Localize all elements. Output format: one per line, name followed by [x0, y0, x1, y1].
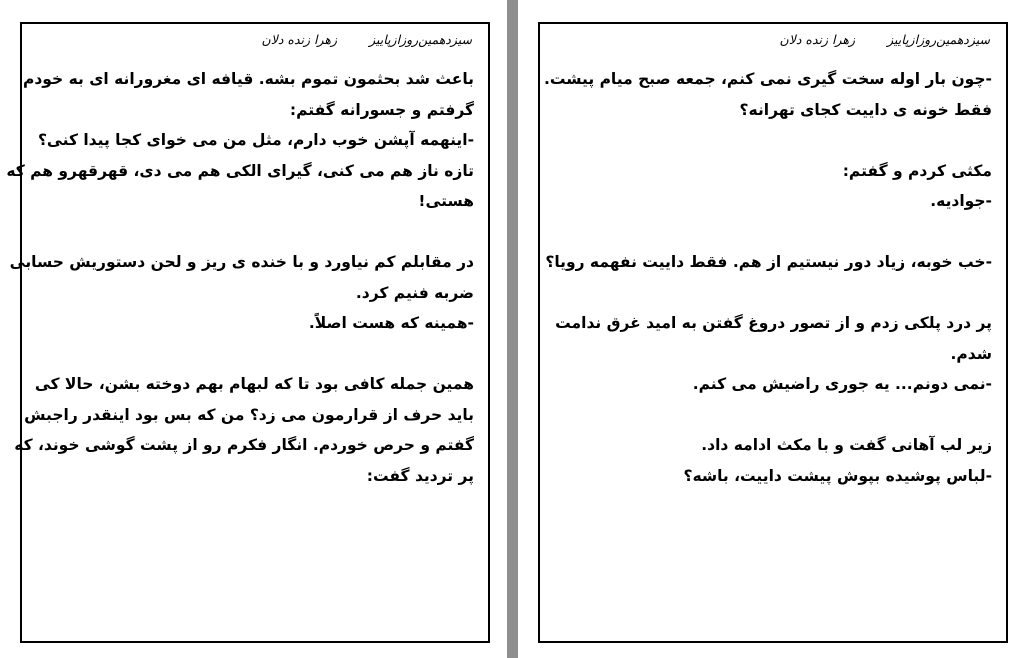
text-line: فقط خونه ی داییت کجای تهرانه؟ [739, 100, 992, 119]
text-line: گفتم و حرص خوردم. انگار فکرم رو از پشت گوشی خوند، که [14, 436, 474, 454]
text-line: -اینهمه آپشن خوب دارم، مثل من می خوای کجا پیدا کنی؟ [37, 131, 474, 149]
header-title: سیزدهمین‌روزازپاییز [887, 32, 990, 47]
header-author: زهرا زنده دلان [779, 32, 855, 47]
page-body [6, 64, 474, 491]
paragraph-gap [36, 339, 474, 370]
page-border [6, 22, 490, 643]
text-line: -خب خوبه، زیاد دور نیستیم از هم. فقط داییت نفهمه رویا؟ [545, 253, 992, 271]
text-line: ضربه فنیم کرد. [355, 283, 474, 302]
text-line: پر درد پلکی زدم و از تصور دروغ گفتن به امید غرق ندامت [555, 314, 992, 332]
text-line: باید حرف از قرارمون می زد؟ من که بس بود اینقدر راجبش [24, 405, 474, 424]
header-title: سیزدهمین‌روزازپاییز [369, 32, 472, 47]
text-line: تازه ناز هم می کنی، گیرای الکی هم می دی، قهرقهرو هم که [6, 161, 474, 180]
text-line: همین جمله کافی بود تا که لبهام بهم دوخته بشن، حالا کی [34, 375, 474, 393]
page-header [556, 32, 990, 52]
text-line: -چون بار اوله سخت گیری نمی کنم، جمعه صبح میام پیشت. [543, 70, 992, 88]
paragraph-gap [36, 217, 474, 248]
text-line: شدم. [950, 344, 992, 363]
text-line: باعث شد بحثمون تموم بشه. قیافه ای مغرورانه ای به خودم [22, 70, 474, 88]
paragraph-gap [554, 217, 992, 248]
text-line: در مقابلم کم نیاورد و با خنده ی ریز و لحن دستوریش حسابی [9, 253, 474, 271]
text-line: مکثی کردم و گفتم: [842, 161, 992, 180]
page-left [0, 0, 507, 658]
text-line: پر تردید گفت: [366, 466, 474, 485]
page-border [538, 22, 1008, 643]
paragraph-gap [554, 278, 992, 309]
text-line: -لباس پوشیده بپوش پیشت داییت، باشه؟ [683, 466, 992, 485]
text-line: -نمی دونم... یه جوری راضیش می کنم. [692, 375, 992, 393]
text-line: -جوادیه. [930, 192, 992, 210]
text-line: زیر لب آهانی گفت و با مکث ادامه داد. [701, 436, 992, 454]
paragraph-gap [554, 125, 992, 156]
text-line: هستی! [418, 192, 474, 210]
text-line: -همینه که هست اصلاً. [308, 314, 474, 332]
text-line: گرفتم و جسورانه گفتم: [289, 100, 474, 119]
paragraph-gap [554, 400, 992, 431]
page-header [38, 32, 472, 52]
page-body [543, 64, 992, 491]
page-right [518, 0, 1024, 658]
header-author: زهرا زنده دلان [261, 32, 337, 47]
